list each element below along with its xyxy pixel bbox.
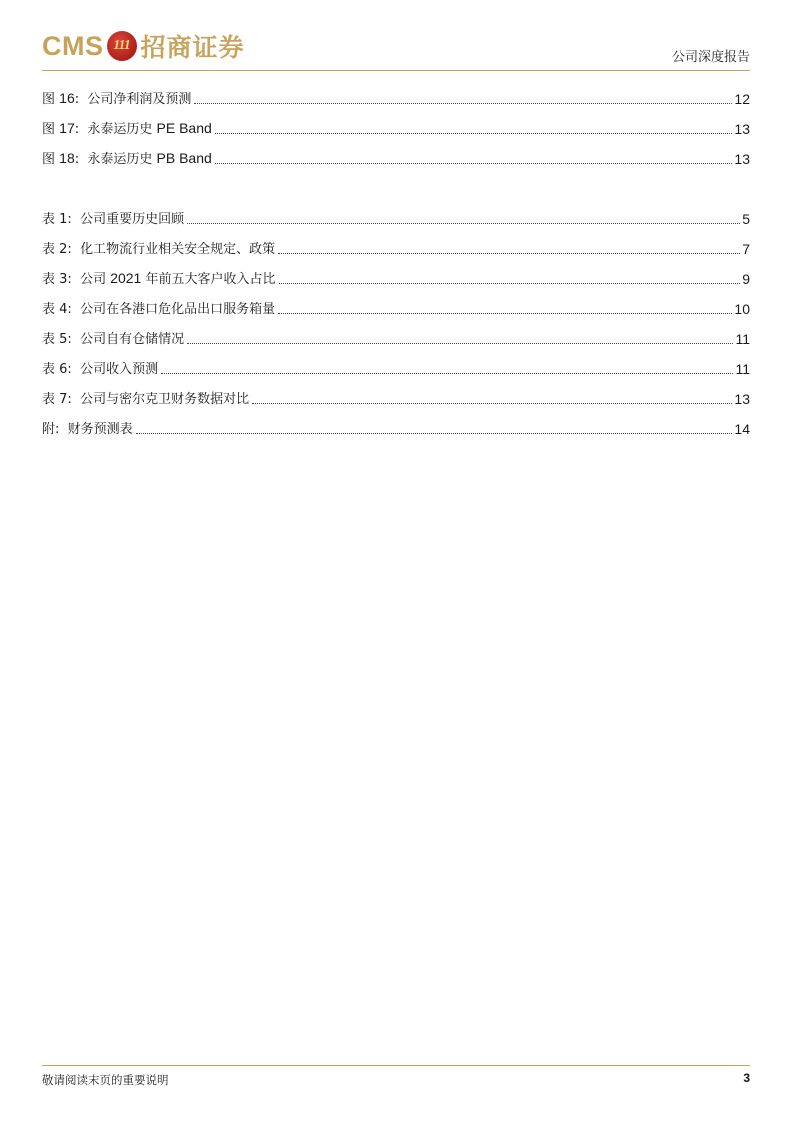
toc-label: 表 3:	[42, 272, 72, 287]
toc-label: 表 7:	[42, 392, 72, 407]
toc-label: 表 6:	[42, 362, 72, 377]
toc-title: 财务预测表	[67, 422, 133, 437]
page-footer	[42, 1065, 750, 1087]
toc-leader	[279, 282, 741, 284]
toc-entry-figure-17[interactable]	[42, 108, 750, 138]
toc-leader	[215, 162, 733, 164]
toc-entry-table-7[interactable]	[42, 378, 750, 408]
toc-leader	[161, 372, 733, 374]
toc-title: 公司自有仓储情况	[80, 332, 185, 347]
toc-leader	[194, 102, 732, 104]
page-header	[42, 22, 750, 72]
figure-list	[42, 78, 750, 168]
toc-page: 9	[742, 271, 750, 287]
toc-entry-table-2[interactable]	[42, 228, 750, 258]
toc-label: 图 17:	[42, 120, 88, 137]
toc-title: 永泰运历史 PE Band	[87, 120, 212, 137]
toc-page: 13	[734, 121, 750, 137]
header-divider	[42, 70, 750, 71]
toc-page: 5	[742, 211, 750, 227]
toc-entry-table-6[interactable]	[42, 348, 750, 378]
table-list	[42, 198, 750, 438]
cms-logo	[42, 26, 245, 66]
toc-entry-figure-16[interactable]	[42, 78, 750, 108]
toc-label: 表 4:	[42, 302, 72, 317]
toc-entry-table-1[interactable]	[42, 198, 750, 228]
toc-title: 公司与密尔克卫财务数据对比	[80, 392, 250, 407]
toc-page: 11	[735, 361, 750, 377]
toc-label: 图 16:	[42, 90, 88, 107]
toc-page: 7	[742, 241, 750, 257]
toc-page: 13	[734, 391, 750, 407]
toc-entry-figure-18[interactable]	[42, 138, 750, 168]
toc-label: 表 1:	[42, 212, 72, 227]
toc-page: 10	[734, 301, 750, 317]
page-number: 3	[743, 1071, 750, 1085]
toc-page: 13	[734, 151, 750, 167]
logo-emblem-icon	[107, 31, 137, 61]
toc-leader	[278, 312, 732, 314]
toc-entry-table-4[interactable]	[42, 288, 750, 318]
logo-latin: CMS	[42, 30, 104, 61]
toc-title: 公司重要历史回顾	[80, 212, 185, 227]
toc-title: 公司收入预测	[80, 362, 159, 377]
toc-label: 表 5:	[42, 332, 72, 347]
toc-title: 公司 2021 年前五大客户收入占比	[80, 270, 276, 287]
toc-title: 化工物流行业相关安全规定、政策	[80, 242, 276, 257]
toc-leader	[187, 342, 733, 344]
toc-leader	[278, 252, 740, 254]
toc-leader	[187, 222, 740, 224]
toc-label: 附:	[42, 422, 60, 437]
footer-divider	[42, 1065, 750, 1066]
toc-title: 公司净利润及预测	[87, 92, 192, 107]
footer-notice: 敬请阅读末页的重要说明	[42, 1073, 169, 1087]
toc-entry-table-3[interactable]	[42, 258, 750, 288]
toc-page: 14	[734, 421, 750, 437]
toc-title: 永泰运历史 PB Band	[87, 150, 212, 167]
logo-emblem-text: 111	[113, 38, 130, 53]
toc-label: 图 18:	[42, 150, 88, 167]
toc-leader	[252, 402, 732, 404]
toc-entry-table-5[interactable]	[42, 318, 750, 348]
toc-label: 表 2:	[42, 242, 72, 257]
toc-title: 公司在各港口危化品出口服务箱量	[80, 302, 276, 317]
toc-page: 11	[735, 331, 750, 347]
toc-entry-appendix[interactable]	[42, 408, 750, 438]
toc-leader	[136, 432, 733, 434]
report-type: 公司深度报告	[671, 50, 750, 65]
toc-leader	[215, 132, 733, 134]
toc-page: 12	[734, 91, 750, 107]
logo-chinese: 招商证券	[140, 33, 245, 62]
